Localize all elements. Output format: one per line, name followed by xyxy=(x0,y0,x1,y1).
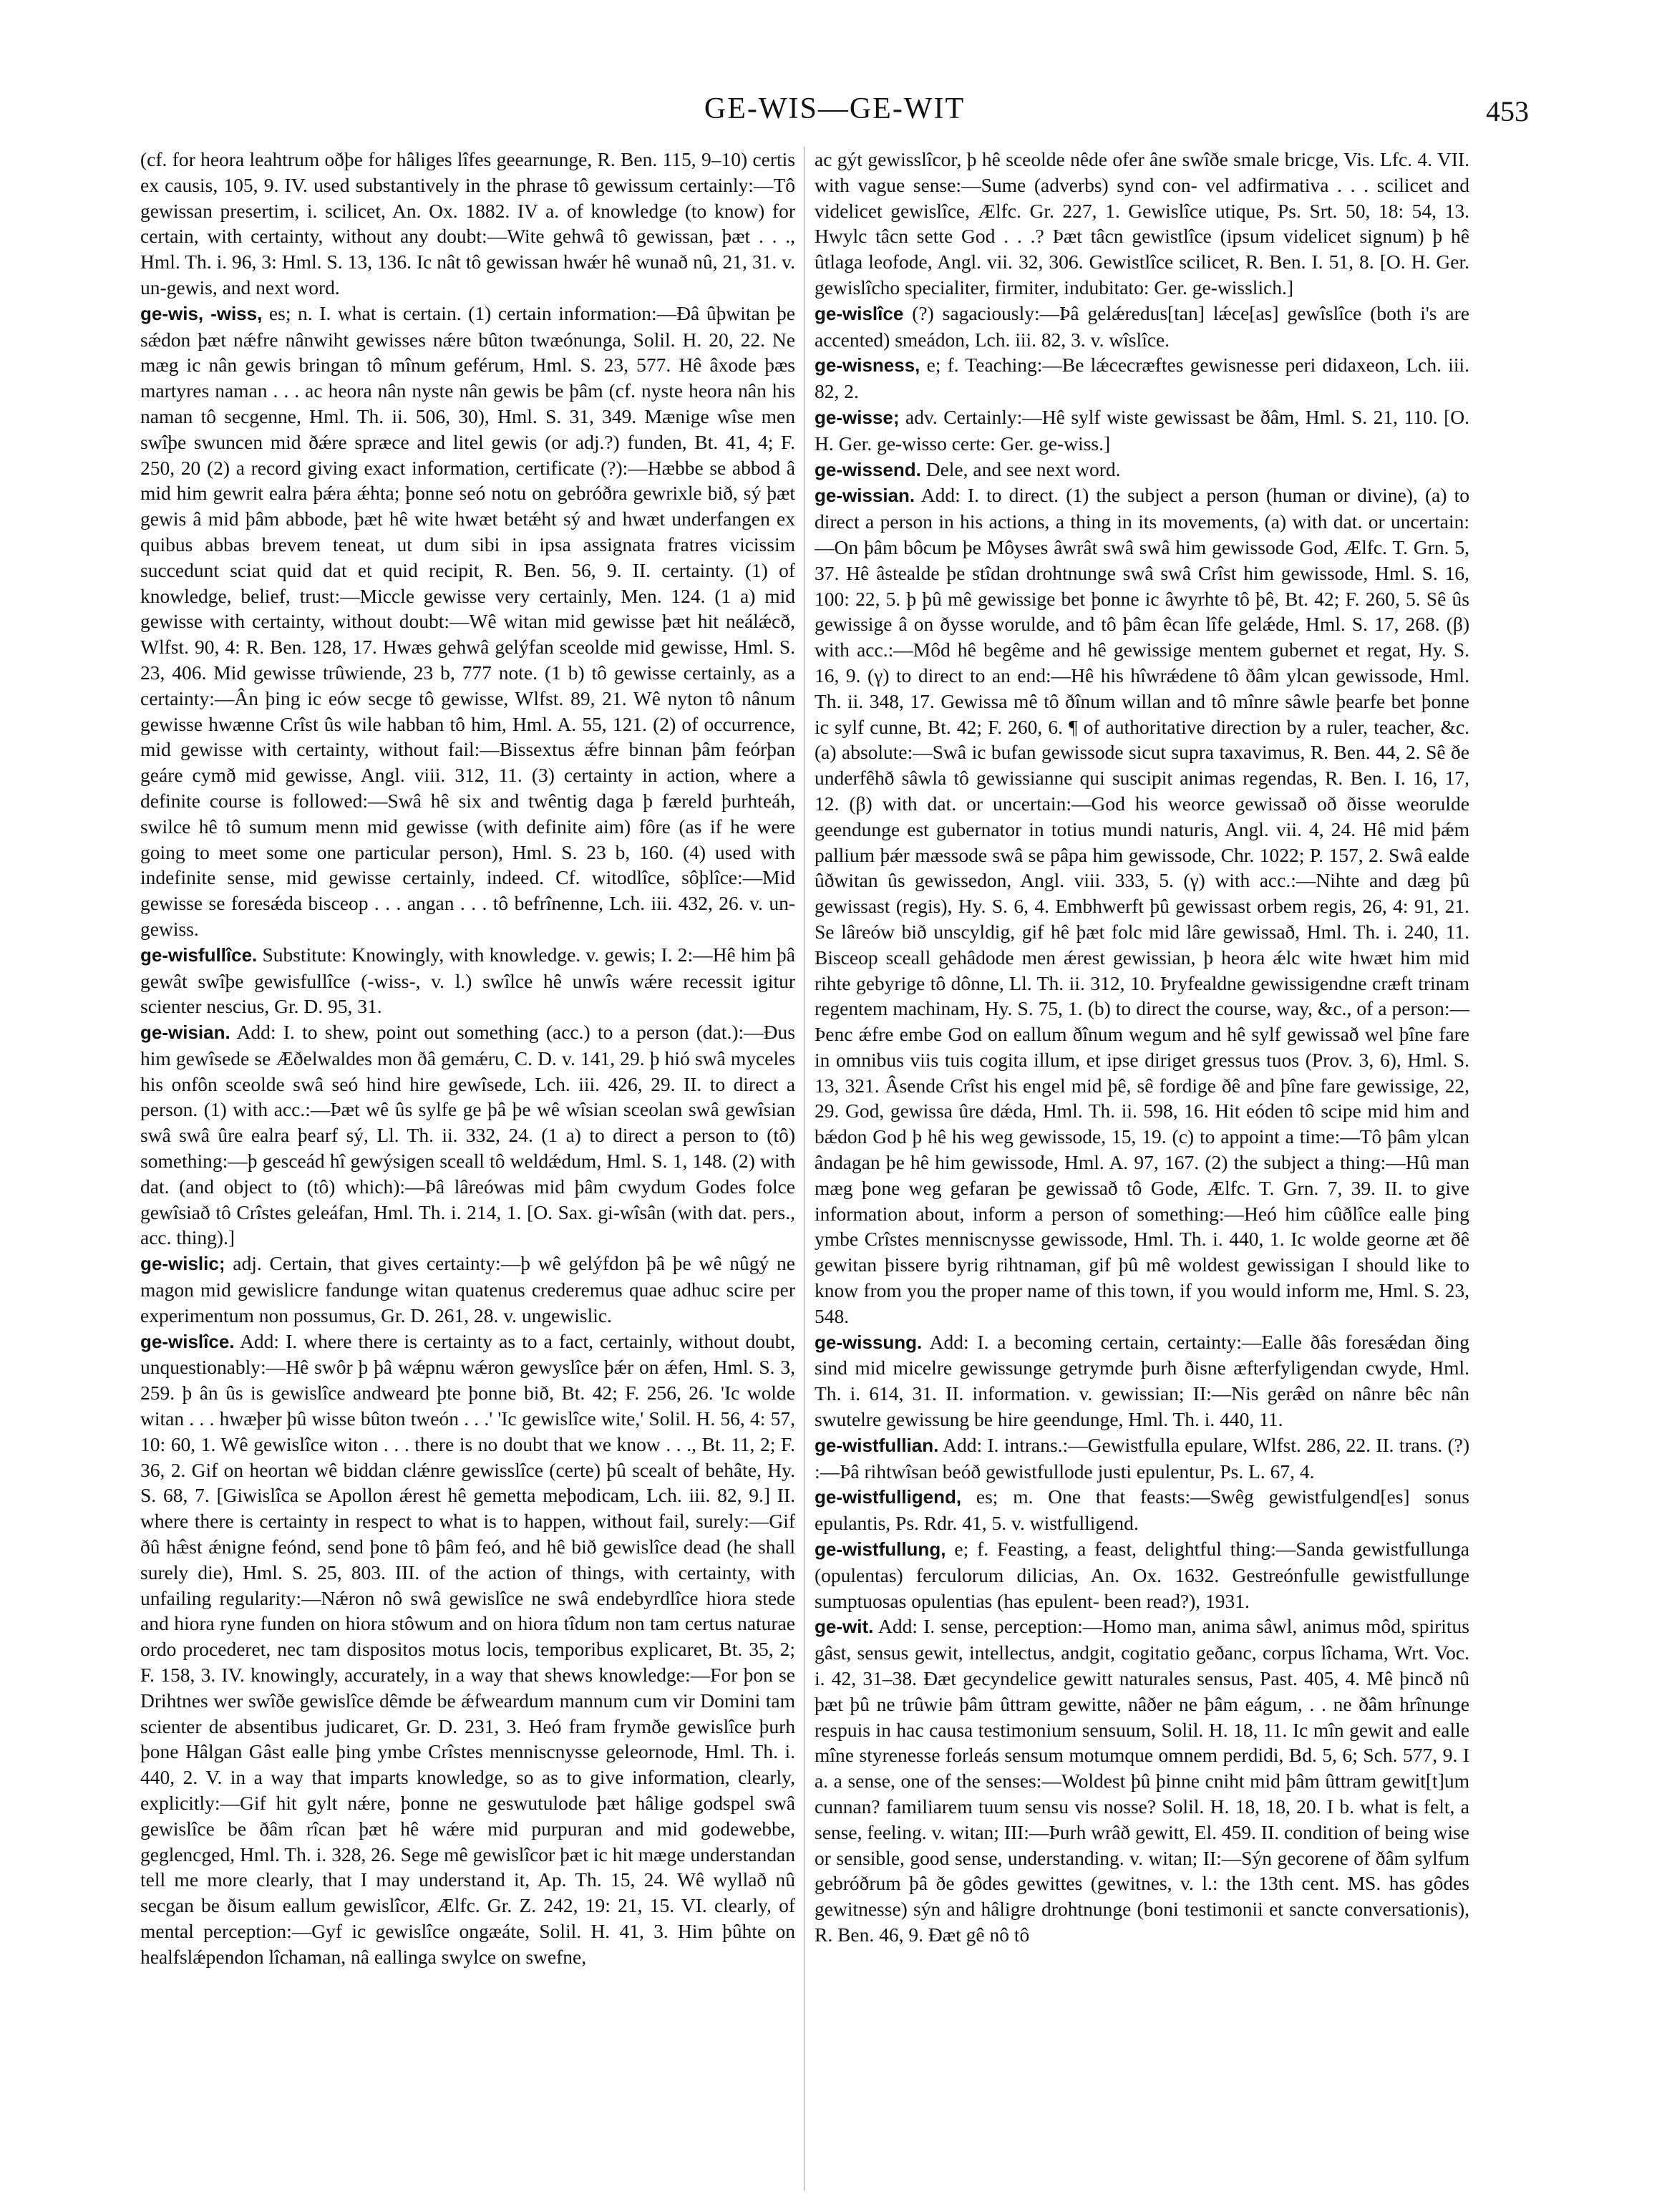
dictionary-entry xyxy=(815,1536,1469,1614)
entry-text: Substitute: Knowingly, with knowledge. v. gewis; I. 2:—Hê him þâ gewât swîþe gewisfullîce (-wiss-, v. l.) swîlce hê unwîs wǽre recessit igitur scienter nescius, Gr. D. 95, 31. xyxy=(140,943,795,1018)
entry-text: (?) sagaciously:—Þâ gelǽredus[tan] lǽce[as] gewîslîce (both i's are accented) smeádon, Lch. iii. 82, 3. v. wîslîce. xyxy=(815,301,1469,351)
entry-text: es; n. I. what is certain. (1) certain information:—Ðâ ûþwitan þe sǽdon þæt nǽfre nânwiht gewisses nǽre bûton twæónunga, Solil. H. 20, 22. Ne mæg ic nân gewis bringan tô mînum geférum, Hml. S. 23, 577. Hê âxode þæs martyres naman . . . ac heora nân nyste nân gewis be þâm (cf. nyste heora nân his naman tô secgenne, Hml. Th. ii. 506, 30), Hml. S. 31, 349. Mænige wîse men swîþe swuncen mid ðǽre spræce and litel gewis (or adj.?) funden, Bt. 41, 4; F. 250, 20 (2) a record giving exact information, certificate (?):—Hæbbe se abbod â mid him gewrit ealra þǽra ǽhta; þonne seó notu on gebróðra gewrixle bið, sý þæt gewis â mid þâm abbode, þæt hê wite hwæt betǽht sý and hwæt underfangen ex quibus abbas brevem teneat, ut dum sibi in ipsa assignata fratres vicissim succedunt sciat quid dat et quid recipit, R. Ben. 56, 9. II. certainty. (1) of knowledge, belief, trust:—Miccle gewisse very certainly, Men. 124. (1 a) mid gewisse with certainty, without doubt:—Wê witan mid gewisse þæt hit neálǽcð, Wlfst. 90, 4: R. Ben. 128, 17. Hwæs gehwâ gelýfan sceolde mid gewisse, Hml. S. 23, 406. Mid gewisse trûwiende, 23 b, 777 note. (1 b) tô gewisse certainly, as a certainty:—Ân þing ic eów secge tô gewisse, Wlfst. 89, 21. Wê nyton tô nânum gewisse hwænne Crîst ûs wile habban tô him, Hml. A. 55, 121. (2) of occurrence, mid gewisse with certainty, without fail:—Bissextus ǽfre binnan þâm feórþan geáre cymð mid gewisse, Angl. viii. 312, 11. (3) certainty in action, where a definite course is followed:—Swâ hê six and twêntig daga þ færeld þurhteáh, swilce hê tô sumum menn mid gewisse (with definite aim) fôre (as if he were going to meet some one particular person), Hml. S. 23 b, 160. (4) used with indefinite sense, mid gewisse certainly, indeed. Cf. witodlîce, sôþlîce:—Mid gewisse se foresǽda bisceop . . . angan . . . tô befrînenne, Lch. iii. 432, 26. v. un-gewiss. xyxy=(140,301,795,940)
running-head: GE-WIS—GE-WIT xyxy=(704,92,966,125)
dictionary-entry xyxy=(140,1329,795,1970)
entry-text: Add: I. intrans.:—Gewistfulla epulare, Wlfst. 286, 22. II. trans. (?) :—Þâ rihtwîsan beóð gewistfullode justi epulentur, Ps. L. 67, 4. xyxy=(815,1433,1469,1483)
entry-text: adj. Certain, that gives certainty:—þ wê gelýfdon þâ þe wê nûgý ne magon mid gewislicre fandunge witan quatenus crederemus quae adhuc scire per experimentum non possumus, Gr. D. 261, 28. v. ungewislic. xyxy=(140,1252,795,1326)
entry-headword: ge-wissend. xyxy=(815,458,921,480)
entry-headword: ge-wit. xyxy=(815,1616,874,1638)
dictionary-entry xyxy=(815,457,1469,483)
entry-headword: ge-wisian. xyxy=(140,1022,230,1044)
page-number: 453 xyxy=(1486,95,1529,127)
entry-headword: ge-wislîce. xyxy=(140,1330,235,1352)
entry-headword: ge-wislîce xyxy=(815,302,904,324)
entry-text: Dele, and see next word. xyxy=(925,457,1121,480)
entry-text: Add: I. a becoming certain, certainty:—Ealle ðâs foresǽdan ðing sind mid micelre gewissunge getrymde þurh ðisne æfterfyligendan cwyde, Hml. Th. i. 614, 31. II. information. v. gewissian; II:—Nis geræ̂d on nânre bêc nân swutelre gewissung be hire geendunge, Hml. Th. i. 440, 11. xyxy=(815,1330,1469,1431)
left-column xyxy=(140,147,795,2194)
entry-text: ac gýt gewisslîcor, þ hê sceolde nêde ofer âne swîðe smale bricge, Vis. Lfc. 4. VII. with vague sense:—Sume (adverbs) synd con- vel adfirmativa . . . scilicet and videlicet gewislîce, Ælfc. Gr. 227, 1. Gewislîce utique, Ps. Srt. 50, 18: 54, 13. Hwylc tâcn sette God . . .? Þæt tâcn gewistlîce (ipsum videlicet signum) þ hê ûtlaga leofode, Angl. vii. 32, 306. Gewistlîce scilicet, R. Ben. I. 51, 8. [O. H. Ger. gewislîcho specialiter, firmiter, indubitato: Ger. ge-wisslich.] xyxy=(815,148,1469,299)
entry-headword: ge-wisness, xyxy=(815,354,920,377)
entry-headword: ge-wisfullîce. xyxy=(140,944,258,966)
dictionary-entry xyxy=(140,1019,795,1251)
entry-headword: ge-wisse; xyxy=(815,406,900,428)
dictionary-entry xyxy=(815,352,1469,404)
page-header xyxy=(140,84,1529,135)
entry-headword: ge-wissian. xyxy=(815,485,915,507)
dictionary-entry xyxy=(815,147,1469,301)
dictionary-entry xyxy=(815,301,1469,353)
entry-headword: ge-wistfullung, xyxy=(815,1538,946,1561)
entry-text: (cf. for heora leahtrum oðþe for hâliges lîfes geearnunge, R. Ben. 115, 9–10) certis ex causis, 105, 9. IV. used substantively in the phrase tô gewissum certainly:—Tô gewissan presertim, i. scilicet, An. Ox. 1882. IV a. of knowledge (to know) for certain, with certainty, without any doubt:—Wite gehwâ tô gewissan, þæt . . ., Hml. Th. i. 96, 3: Hml. S. 13, 136. Ic nât tô gewissan hwǽr hê wunað nû, 21, 31. v. un-gewis, and next word. xyxy=(140,148,795,299)
entry-text: es; m. One that feasts:—Swêg gewistfulgend[es] sonus epulantis, Ps. Rdr. 41, 5. v. wistfulligend. xyxy=(815,1485,1469,1535)
dictionary-entry xyxy=(140,147,795,301)
dictionary-entry xyxy=(815,1484,1469,1536)
dictionary-entry xyxy=(140,301,795,942)
dictionary-entry xyxy=(815,1329,1469,1432)
entry-headword: ge-wislic; xyxy=(140,1253,225,1275)
entry-headword: ge-wissung. xyxy=(815,1331,923,1353)
entry-text: Add: I. where there is certainty as to a fact, certainly, without doubt, unquestionably:—Hê swôr þ þâ wǽpnu wǽron gewyslîce þǽr on ǽfen, Hml. S. 3, 259. þ ân ûs is gewislîce andweard þte þonne bið, Bt. 42; F. 256, 26. 'Ic wolde witan . . . hwæþer þû wisse bûton tweón . . .' 'Ic gewislîce wite,' Solil. H. 56, 4: 57, 10: 60, 1. Wê gewislîce witon . . . there is no doubt that we know . . ., Bt. 11, 2; F. 36, 2. Gif on heortan wê biddan clǽnre gewisslîce (certe) þû scealt of behâte, Hy. S. 68, 7. [Giwislîca se Apollon ǽrest hê gemetta meþodicam, Lch. iii. 82, 9.] II. where there is certainty in respect to what is to happen, without fail, surely:—Gif ðû hæ̂st ǽnigne feónd, send þone tô þâm feó, and hê bið gewislîce dead (he shall surely die), Hml. S. 25, 803. III. of the action of things, with certainty, with unfailing regularity:—Nǽron nô swâ gewislîce ne swâ endebyrdlîce hiora stede and hiora ryne funden on hiora stôwum and on hiora tîdum non tam certus naturae ordo procederet, nec tam dispositos motus locis, temporibus explicaret, Bt. 35, 2; F. 158, 3. IV. knowingly, accurately, in a way that shews knowledge:—For þon se Drihtnes wer swîðe gewislîce dêmde be ǽfweardum mannum cum vir Domini tam scienter de absentibus judicaret, Gr. D. 231, 3. Heó fram frymðe gewislîce þurh þone Hâlgan Gâst ealle þing ymbe Crîstes menniscnysse geleornode, Hml. Th. i. 440, 2. V. in a way that imparts knowledge, so as to give information, clearly, explicitly:—Gif hit gylt nǽre, þonne ne geswutulode þæt hâlige godspel swâ gewislîce be ðâm rîcan þæt hê wǽre mid purpuran and mid godewebbe, geglencged, Hml. Th. i. 328, 26. Sege mê gewislîcor þæt ic hit mæge understandan tell me more clearly, that I may understand it, Ap. Th. 15, 24. Wê wyllað nû secgan be ðisum eallum gewislîcor, Ælfc. Gr. Z. 242, 19: 21, 15. VI. clearly, of mental perception:—Gyf ic gewislîce ongæáte, Solil. H. 41, 3. Him þûhte on healfslǽpendon lîchaman, nâ eallinga swylce on swefne, xyxy=(140,1329,795,1968)
entry-text: Add: I. to direct. (1) the subject a person (human or divine), (a) to direct a person in his actions, a thing in its movements, (a) with dat. or uncertain:—On þâm bôcum þe Môyses âwrât swâ swâ him gewissode God, Ælfc. T. Grn. 5, 37. Hê âstealde þe stîdan drohtnunge swâ swâ Crîst him gewissode, Hml. S. 16, 100: 22, 5. þ þû mê gewissige bet þonne ic âwyrhte tô þê, Bt. 42; F. 260, 5. Sê ûs gewissige â on ðysse worulde, and tô þâm êcan lîfe gelǽde, Hml. S. 17, 268. (β) with acc.:—Môd hê begême and hê gewissige mentem gubernet et regat, Hy. S. 16, 9. (γ) to direct to an end:—Hê his hîwrǽdene tô ðâm ylcan gewissode, Hml. Th. ii. 348, 17. Gewissa mê tô ðînum willan and tô mînre sâwle þearfe bet þonne ic sylf cunne, Bt. 42; F. 260, 6. ¶ of authoritative direction by a ruler, teacher, &c. (a) absolute:—Swâ ic bufan gewissode sicut supra taxavimus, R. Ben. 44, 2. Sê ðe underfêhð sâwla tô gewissianne qui suscipit animas regendas, R. Ben. I. 16, 17, 12. (β) with dat. or uncertain:—God his weorce gewissað oð ðisse weorulde geendunge est gubernator in totius mundi naturis, Angl. vii. 4, 24. Hê mid þǽm pallium þǽr mæssode swâ se pâpa him gewissode, Chr. 1022; P. 157, 2. Swâ ealde ûðwitan ûs gewissedon, Angl. viii. 333, 5. (γ) with acc.:—Nihte and dæg þû gewissast (regis), Hy. S. 6, 4. Embhwerft þû gewissast orbem regis, 26, 4: 91, 21. Se lâreów bið unscyldig, gif hê þæt folc mid lâre gewissað, Hml. Th. i. 240, 11. Bisceop sceall gehâdode men ǽrest gewissian, þ heora ǽlc wite hwæt him mid rihte gebyrige tô dônne, Ll. Th. ii. 312, 10. Þryfealdne gewissigendne cræft trinam regentem machinam, Hy. S. 75, 1. (b) to direct the course, way, &c., of a person:—Þenc ǽfre embe God on eallum ðînum wegum and hê sylf gewissað wel þîne fare in omnibus viis tuis cogita illum, et ipse diriget gressus tuos (Prov. 3, 6), Hml. S. 13, 321. Âsende Crîst his engel mid þê, sê fordige ðê and þîne fare gewissige, 22, 29. God, gewissa ûre dǽda, Hml. Th. ii. 598, 16. Hit eóden tô scipe mid him and bǽdon God þ hê his weg gewissode, 15, 19. (c) to appoint a time:—Tô þâm ylcan ândagan þe hê him gewissode, Hml. A. 97, 167. (2) the subject a thing:—Hû man mæg þone weg gefaran þe gewissað tô Gode, Ælfc. T. Grn. 7, 39. II. to give information about, inform a person of something:—Heó him cûðlîce ealle þing ymbe Crîstes menniscnysse gewissode, Hml. Th. i. 440, 1. Ic wolde geornе æt ðê gewitan þissere byrig rihtnaman, gif þû mê woldest gewissigan I should like to know from you the proper name of this town, if you would inform me, Hml. S. 23, 548. xyxy=(815,484,1469,1327)
entry-text: Add: I. to shew, point out something (acc.) to a person (dat.):—Ðus him gewîsede se Æðelwaldes mon ðâ gemǽru, C. D. v. 141, 29. þ hió swâ myceles his onfôn sceolde swâ seó hind hire gewîsede, Lch. iii. 426, 29. II. to direct a person. (1) with acc.:—Þæt wê ûs sylfe ge þâ þe wê wîsian sceolan swâ gewîsian swâ swâ ûre ealra þearf sý, Ll. Th. ii. 332, 24. (1 a) to direct a person to (tô) something:—þ gesceád hî gewýsigen sceall tô weldǽdum, Hml. S. 1, 148. (2) with dat. (and object to (tô) which):—Þâ lâreówas mid þâm cwydum Godes folce gewîsiað tô Crîstes geleáfan, Hml. Th. i. 214, 1. [O. Sax. gi-wîsân (with dat. pers., acc. thing).] xyxy=(140,1021,795,1249)
dictionary-entry xyxy=(815,404,1469,457)
dictionary-entry xyxy=(140,942,795,1019)
entry-headword: ge-wis, -wiss, xyxy=(140,302,263,324)
column-divider xyxy=(804,147,805,2191)
dictionary-entry xyxy=(815,1614,1469,1947)
entry-text: adv. Certainly:—Hê sylf wiste gewissast be ðâm, Hml. S. 21, 110. [O. H. Ger. ge-wisso certe: Ger. ge-wiss.] xyxy=(815,405,1469,455)
entry-headword: ge-wistfullian. xyxy=(815,1434,939,1456)
entry-text: e; f. Teaching:—Be lǽcecræftes gewisnesse peri didaxeon, Lch. iii. 82, 2. xyxy=(815,354,1469,403)
right-column xyxy=(815,147,1469,2194)
entry-text: e; f. Feasting, a feast, delightful thing:—Sanda gewistfullunga (opulentas) ferculorum dilicias, An. Ox. 1632. Gestreónfulle gewistfullunge sumptuosas opulentias (has epulent- been read?), 1931. xyxy=(815,1538,1469,1612)
dictionary-entry xyxy=(815,482,1469,1329)
dictionary-entry xyxy=(815,1432,1469,1485)
entry-headword: ge-wistfulligend, xyxy=(815,1486,962,1508)
entry-text: Add: I. sense, perception:—Homo man, anima sâwl, animus môd, spiritus gâst, sensus gewit, intellectus, andgit, cogitatio geðanc, corpus lîchama, Wrt. Voc. i. 42, 31–38. Ðæt gecyndelice gewitt naturales sensus, Past. 405, 4. Mê þincð nû þæt þû ne trûwie þâm ûttram gewitte, nâðer ne þâm eágum, . . ne ðâm hrînunge respuis in hac causa testimonium sensuum, Solil. H. 18, 11. Ic mîn gewit and ealle mîne styrenesse forleás sensum motumque omnem perdidi, Bd. 5, 6; Sch. 577, 9. I a. a sense, one of the senses:—Woldest þû þinne cniht mid þâm ûttram gewit[t]um cunnan? familiarem tuum sensu vis nosse? Solil. H. 18, 18, 20. I b. what is felt, a sense, feeling. v. witan; III:—Þurh wrâð gewitt, El. 459. II. condition of being wise or sensible, good sense, understanding. v. witan; II:—Sýn gecorene of ðâm sylfum gebróðrum þâ ðe gôdes gewittes (gewitnes, v. l.: the 13th cent. MS. has gôdes gewitnesse) sýn and hâligre drohtnunge (boni testimonii et sancte conversationis), R. Ben. 46, 9. Ðæt gê nô tô xyxy=(815,1615,1469,1946)
dictionary-entry xyxy=(140,1251,795,1328)
